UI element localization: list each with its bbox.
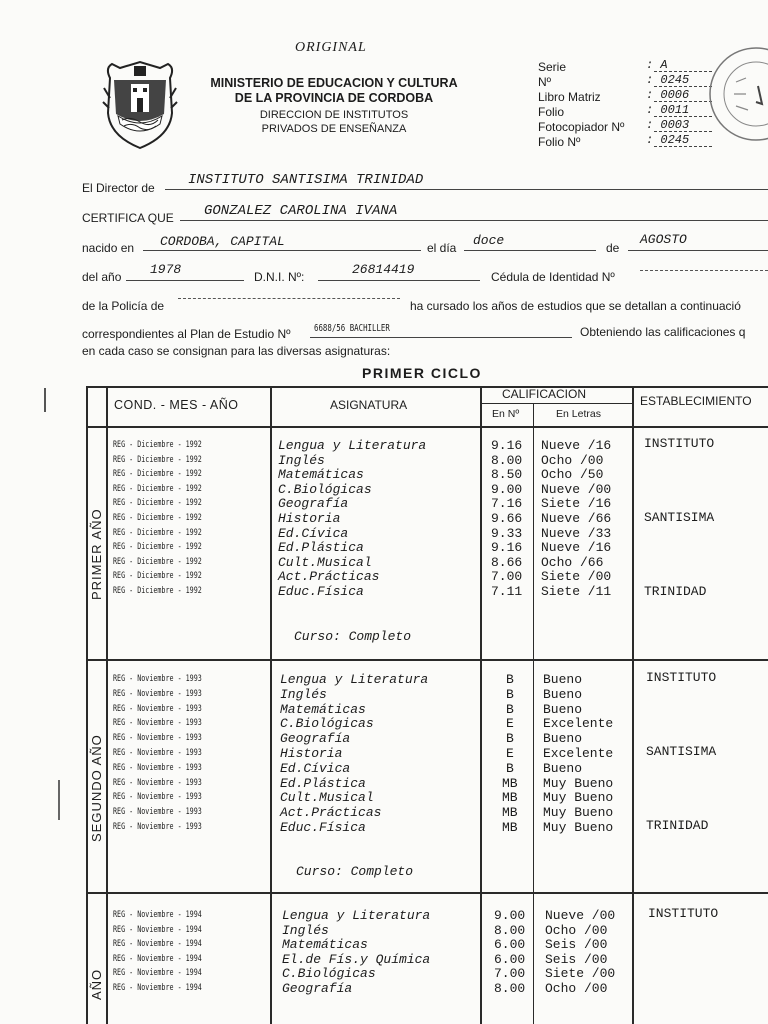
ministry-title-1: MINISTERIO DE EDUCACION Y CULTURA	[210, 76, 458, 90]
registry-serie-value: A	[660, 58, 668, 72]
registry-folio2-value: 0245	[660, 133, 690, 147]
registry-row: Nº	[538, 75, 552, 89]
establecimiento-1: INSTITUTO	[646, 670, 717, 685]
year-label-3: AÑO	[89, 968, 104, 1000]
establecimiento-2: SANTISIMA	[644, 510, 715, 525]
registry-folio-value: 0011	[660, 103, 690, 117]
year-label-2: SEGUNDO AÑO	[89, 734, 104, 842]
year-label-1: PRIMER AÑO	[89, 508, 104, 600]
establecimiento-2: SANTISIMA	[646, 744, 717, 759]
registry-row: Libro Matriz	[538, 90, 601, 104]
original-label: ORIGINAL	[295, 40, 367, 55]
dept-line-2: PRIVADOS DE ENSEÑANZA	[261, 123, 407, 135]
establecimiento-3: TRINIDAD	[646, 818, 709, 833]
plan-label: correspondientes al Plan de Estudio Nº	[82, 327, 291, 341]
certifica-value: GONZALEZ CAROLINA IVANA	[204, 203, 398, 219]
consignan-text: en cada caso se consignan para las diversas asignaturas:	[82, 344, 391, 358]
cedula-label: Cédula de Identidad Nº	[491, 270, 615, 284]
anio-label: del año	[82, 270, 122, 284]
nacido-value: CORDOBA, CAPITAL	[160, 234, 285, 249]
dia-value: doce	[473, 233, 505, 248]
establecimiento-1: INSTITUTO	[648, 906, 719, 921]
registry-row: Folio	[538, 105, 565, 119]
registry-row: Folio Nº	[538, 135, 581, 149]
curso-status: Curso: Completo	[294, 629, 412, 644]
col-header-calif: CALIFICACION	[502, 387, 587, 401]
registry-libro-value: 0006	[660, 88, 690, 102]
dni-value: 26814419	[352, 262, 415, 277]
obteniendo-text: Obteniendo las calificaciones q	[580, 325, 746, 339]
mes-value: AGOSTO	[640, 232, 687, 247]
director-value: INSTITUTO SANTISIMA TRINIDAD	[188, 172, 424, 188]
registry-num-value: 0245	[660, 73, 690, 87]
nacido-label: nacido en	[82, 241, 135, 255]
curso-status: Curso: Completo	[296, 864, 414, 879]
dept-line-1: DIRECCION DE INSTITUTOS	[259, 109, 409, 121]
establecimiento-3: TRINIDAD	[644, 584, 707, 599]
scan-mark	[58, 780, 60, 820]
dia-label: el día	[427, 241, 457, 255]
col-header-cond: COND. - MES - AÑO	[114, 398, 239, 412]
registry-row: Serie	[538, 60, 567, 74]
col-header-asig: ASIGNATURA	[330, 398, 408, 412]
cursado-text: ha cursado los años de estudios que se detallan a continuació	[410, 299, 741, 313]
col-header-est: ESTABLECIMIENTO	[640, 394, 752, 408]
director-label: El Director de	[82, 181, 155, 195]
certifica-label: CERTIFICA QUE	[82, 211, 174, 225]
establecimiento-1: INSTITUTO	[644, 436, 715, 451]
plan-value: 6688/56 BACHILLER	[314, 323, 390, 334]
policia-label: de la Policía de	[82, 299, 165, 313]
ministry-title-2: DE LA PROVINCIA DE CORDOBA	[234, 91, 434, 105]
col-header-num: En Nº	[492, 408, 520, 420]
scan-mark	[44, 388, 46, 412]
anio-value: 1978	[150, 262, 182, 277]
de-label: de	[606, 241, 620, 255]
registry-fotocop-value: 0003	[660, 118, 690, 132]
dni-label: D.N.I. Nº:	[254, 270, 305, 284]
table-title: PRIMER CICLO	[362, 365, 482, 381]
registry-row: Fotocopiador Nº	[538, 120, 625, 134]
col-header-letras: En Letras	[556, 408, 601, 420]
